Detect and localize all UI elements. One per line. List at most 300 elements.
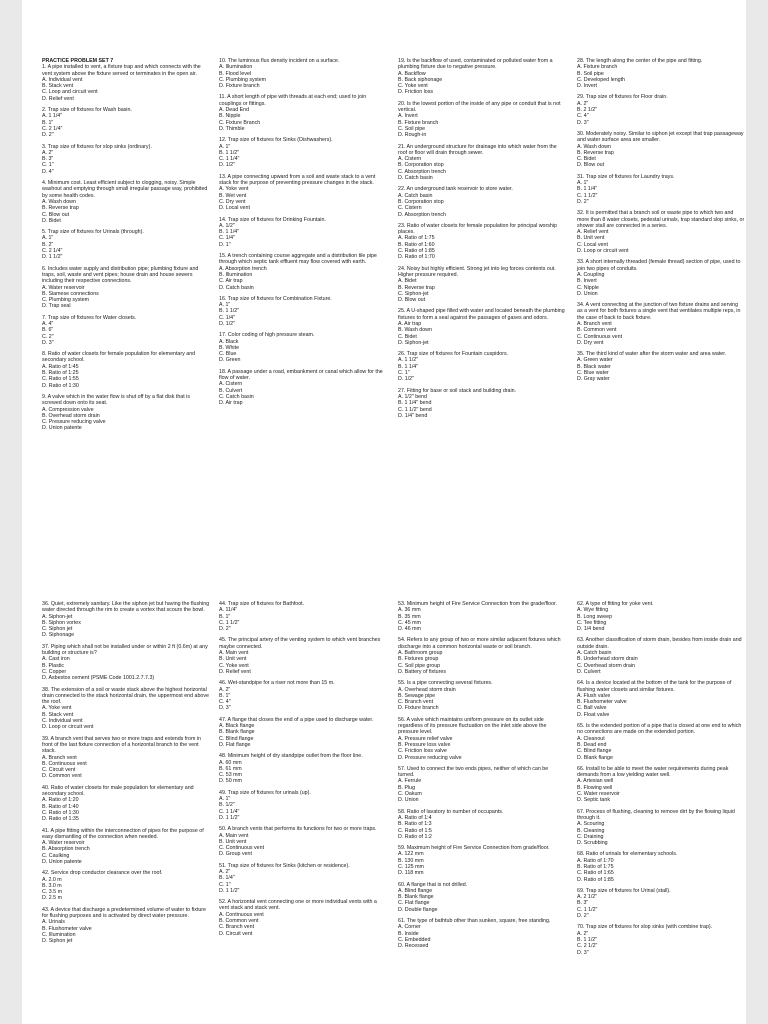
answer-option: A. Wash down xyxy=(577,143,611,150)
question-text: 69. Trap size of fixtures for Urinal (stall). xyxy=(577,887,671,894)
answer-option: D. Union xyxy=(577,290,598,297)
question-text: 66. Install to be able to meet the water requirements during peak demands from a low yielding water well. xyxy=(577,765,729,779)
question-text: 68. Ratio of urinals for elementary schools. xyxy=(577,851,678,858)
question-text: 47. A flange that closes the end of a pipe used to discharge water. xyxy=(219,716,374,723)
question-block xyxy=(398,766,566,804)
question-block xyxy=(219,717,387,748)
answer-option: A. Main vent xyxy=(219,650,249,657)
question-block xyxy=(42,266,210,310)
question-text: 29. Trap size of fixtures for Floor drain. xyxy=(577,94,668,101)
answer-option: A. 1" xyxy=(42,235,54,242)
answer-option: C. 1 1/2" xyxy=(577,192,598,199)
answer-option: C. Blue xyxy=(219,351,237,358)
answer-option: B. Corporation stop xyxy=(398,162,444,169)
question-block xyxy=(219,680,387,711)
answer-option: B. Wash down xyxy=(398,327,432,334)
question-block xyxy=(42,144,210,175)
answer-option: B. Corporation stop xyxy=(398,198,444,205)
question-block xyxy=(42,828,210,866)
answer-option: B. 1 1/4" bend xyxy=(398,400,432,407)
question-text: 26. Trap size of fixtures for Fountain cuspidors. xyxy=(398,351,509,358)
question-text: 11. A short length of pipe with threads at each end; used to join couplings or fittings. xyxy=(219,94,367,107)
answer-option: D. 2" xyxy=(219,626,231,633)
question-block xyxy=(577,174,745,205)
answer-option: D. Air trap xyxy=(219,400,243,407)
question-block xyxy=(577,924,745,955)
question-text: 9. A valve which in the water flow is shut off by a flat disk that is screwed down onto its seat. xyxy=(42,393,190,407)
question-text: 56. A valve which maintains uniform pressure on its outlet side regardless of its pressure fluctuation on the inlet side above the pressure level. xyxy=(398,716,547,736)
answer-option: C. Local vent xyxy=(577,241,608,248)
answer-option: C. Branch vent xyxy=(219,924,255,931)
answer-option: C. Siphon jet xyxy=(42,626,73,633)
answer-option: A. 1" xyxy=(577,180,589,187)
question-text: 65. Is the extended portion of a pipe that is closed at one end to which no connections are made on the extended portion. xyxy=(577,723,742,736)
question-text: 49. Trap size of fixtures for urinals (up). xyxy=(219,789,311,796)
answer-option: B. Unit vent xyxy=(577,235,605,242)
question-block xyxy=(577,851,745,882)
question-block xyxy=(577,680,745,718)
answer-option: D. Invert xyxy=(577,83,598,90)
answer-option: C. 1 1/2" xyxy=(577,906,598,913)
answer-option: C. Absorption trench xyxy=(398,168,446,175)
question-block xyxy=(42,687,210,731)
question-block xyxy=(219,217,387,248)
answer-option: A. Coupling xyxy=(577,271,605,278)
question-block xyxy=(398,266,566,304)
question-text: 5. Trap size of fixtures for Urinals (through). xyxy=(42,229,144,236)
answer-option: D. Siphon-jet xyxy=(398,339,429,346)
answer-option: C. 2" xyxy=(42,333,54,340)
answer-option: A. Compression valve xyxy=(42,406,94,413)
answer-option: B. 1 1/2" xyxy=(219,308,240,315)
question-text: 45. The principal artery of the venting system to which vent branches maybe connected. xyxy=(219,637,381,650)
question-text: 17. Color coding of high pressure steam. xyxy=(219,332,315,339)
answer-option: D. Relief vent xyxy=(42,95,74,102)
answer-option: C. Continuous vent xyxy=(219,845,265,852)
answer-option: C. Fixture Branch xyxy=(219,119,261,126)
answer-option: A. 60 mm xyxy=(219,759,242,766)
answer-option: A. Overhead storm drain xyxy=(398,686,456,693)
question-text: 50. A branch vents that performs its functions for two or more traps. xyxy=(219,826,377,833)
question-text: 48. Minimum height of dry standpipe outlet from the floor line. xyxy=(219,753,363,760)
answer-option: D. Catch basin xyxy=(219,284,254,291)
column xyxy=(42,58,210,437)
answer-option: C. Pressure reducing valve xyxy=(42,419,106,426)
answer-option: A. Yoke vent xyxy=(42,705,72,712)
question-text: 4. Minimum cost. Least efficient subject to clogging, noisy. Simple washout and emptying through small irregular passage way, prohibited by some health codes. xyxy=(42,180,208,199)
question-text: 63. Another classification of storm drain, besides from inside drain and outside drain. xyxy=(577,637,742,650)
answer-option: B. 61 mm xyxy=(219,765,242,772)
question-block xyxy=(42,785,210,823)
question-text: 70. Trap size of fixtures for slop sinks (with combine trap). xyxy=(577,924,713,931)
question-block xyxy=(42,736,210,780)
answer-option: D. Gray water xyxy=(577,376,610,383)
question-text: 2. Trap size of fixtures for Wash basin. xyxy=(42,107,132,114)
question-block xyxy=(219,296,387,327)
answer-option: D. Union patente xyxy=(42,425,82,432)
answer-option: C. Yoke vent xyxy=(398,83,428,90)
answer-option: A. Air trap xyxy=(398,320,422,327)
answer-option: A. Wye fitting xyxy=(577,607,609,614)
answer-option: C. Embedded xyxy=(398,936,431,943)
answer-option: A. Branch vent xyxy=(42,754,77,761)
question-text: 30. Moderately noisy. Similar to siphon jet except that trap passageway and water surface area are smaller. xyxy=(577,130,744,144)
answer-option: A. Cistern xyxy=(219,381,243,388)
question-text: 43. A device that discharge a predetermined volume of water to fixture for flushing purposes and is activated by direct water pressure. xyxy=(42,906,207,920)
question-block xyxy=(398,223,566,261)
answer-option: A. Catch basin xyxy=(577,650,612,657)
column xyxy=(398,58,566,424)
answer-option: B. Stack vent xyxy=(42,711,74,718)
question-text: 62. A type of fitting for yoke vent. xyxy=(577,601,654,607)
answer-option: C. Branch vent xyxy=(398,699,434,706)
answer-option: B. Reverse trap xyxy=(577,149,614,156)
question-text: 33. A short internally threaded (female thread) section of pipe, used to join two pipes of conduits. xyxy=(577,259,741,272)
question-block xyxy=(42,394,210,432)
question-block xyxy=(577,809,745,847)
answer-option: C. 1 1/2" bend xyxy=(398,406,432,413)
question-block xyxy=(398,717,566,761)
answer-option: C. Blue water xyxy=(577,370,609,377)
question-text: 40. Ratio of water closets for male population for elementary and secondary school. xyxy=(42,784,194,798)
question-block xyxy=(219,137,387,168)
answer-option: B. 1 1/4" xyxy=(219,229,240,236)
answer-option: D. Asbestos cement (PSME Code 1001.2.7.7.3) xyxy=(42,675,155,682)
question-text: 24. Noisy but highly efficient. Strong jet into leg forces contents out. Higher pressure required. xyxy=(398,265,556,278)
column xyxy=(398,601,566,955)
question-text: 46. Wet-standpipe for a riser not more than 15 m. xyxy=(219,680,335,687)
answer-option: C. 2 1/4" xyxy=(42,125,63,132)
answer-option: B. Unit vent xyxy=(219,656,247,663)
answer-option: B. Flushometer valve xyxy=(42,925,92,932)
answer-option: C. Water reservoir xyxy=(577,791,620,798)
answer-option: B. Common vent xyxy=(577,327,617,334)
answer-option: B. Ratio of 1:3 xyxy=(398,821,432,828)
answer-option: A. 1" xyxy=(219,143,231,150)
answer-option: C. 2 1/4" xyxy=(42,248,63,255)
answer-option: B. 3" xyxy=(42,156,54,163)
answer-option: A. Dead End xyxy=(219,107,250,114)
answer-option: B. 1" xyxy=(219,613,231,620)
answer-option: B. Pressure loss valve xyxy=(398,741,451,748)
answer-option: D. Catch basin xyxy=(398,175,433,182)
answer-option: D. Group vent xyxy=(219,851,252,858)
answer-option: D. 1 1/2" xyxy=(219,814,240,821)
answer-option: A. 2 1/2" xyxy=(577,894,598,901)
question-block xyxy=(398,186,566,217)
answer-option: A. Cleanout xyxy=(577,735,605,742)
question-text: 10. The luminous flux density incident on a surface. xyxy=(219,58,340,64)
answer-option: D. Ratio of 1:70 xyxy=(398,254,435,261)
column xyxy=(577,58,745,388)
question-block xyxy=(398,601,566,632)
question-block xyxy=(219,637,387,675)
answer-option: C. Flat flange xyxy=(398,900,430,907)
answer-option: B. Ratio of 1:75 xyxy=(577,863,614,870)
question-text: 39. A branch vent that serves two or more traps and extends from in front of the last fixture connection of a horizontal branch to the vent stack. xyxy=(42,735,201,755)
question-text: 27. Fitting for base or soil stack and building drain. xyxy=(398,387,517,394)
answer-option: B. 1/4" xyxy=(219,875,235,882)
question-block xyxy=(219,601,387,632)
answer-option: C. Dry vent xyxy=(219,198,246,205)
answer-option: B. Sewage pipe xyxy=(398,692,436,699)
question-block xyxy=(577,131,745,169)
answer-option: C. Tee fitting xyxy=(577,619,607,626)
answer-option: D. Bidet xyxy=(42,217,61,224)
answer-option: C. Copper xyxy=(42,668,67,675)
question-text: 60. A flange that is not drilled. xyxy=(398,881,468,888)
answer-option: D. 1 1/2" xyxy=(219,887,240,894)
answer-option: D. 1/2" xyxy=(398,376,415,383)
answer-option: A. Cistern xyxy=(398,156,422,163)
answer-option: A. 2" xyxy=(577,930,589,937)
answer-option: D. Double flange xyxy=(398,906,438,913)
question-text: 53. Minimum height of Fire Service Connection from the grade/floor. xyxy=(398,601,557,607)
question-block xyxy=(42,870,210,901)
answer-option: D. 3" xyxy=(577,949,589,956)
question-text: 52. A horizontal vent connecting one or more individual vents with a vent stack and stack vent. xyxy=(219,899,377,912)
question-text: 3. Trap size of fixtures for slop sinks (ordinary). xyxy=(42,143,152,150)
question-block xyxy=(577,601,745,632)
answer-option: D. 1 1/2" xyxy=(42,254,63,261)
answer-option: C. Blow out xyxy=(42,211,70,218)
answer-option: A. Urinals xyxy=(42,919,65,926)
answer-option: A. Corner xyxy=(398,924,421,931)
answer-option: A. Individual vent xyxy=(42,76,83,83)
answer-option: C. Circuit vent xyxy=(42,767,76,774)
answer-option: B. 1" xyxy=(219,692,231,699)
question-block xyxy=(398,809,566,840)
question-text: 31. Trap size of fixtures for Laundry trays. xyxy=(577,173,675,180)
answer-option: A. 2" xyxy=(219,868,231,875)
question-text: 20. Is the lowest portion of the inside of any pipe or conduit that is not vertical. xyxy=(398,100,561,114)
question-block xyxy=(577,259,745,297)
answer-option: C. Catch basin xyxy=(219,393,254,400)
question-text: 57. Used to connect the two ends pipes, neither of which can be turned. xyxy=(398,765,549,779)
answer-option: B. Ratio of 1:60 xyxy=(398,241,435,248)
answer-option: D. 2.5 m xyxy=(42,895,63,902)
answer-option: A. Ratio of 1:70 xyxy=(577,857,614,864)
answer-option: B. Fixture branch xyxy=(398,119,439,126)
question-text: 44. Trap size of fixtures for Bathfoot. xyxy=(219,601,305,607)
question-block xyxy=(398,144,566,182)
answer-option: C. 3.5 m xyxy=(42,889,63,896)
answer-option: A. 2" xyxy=(42,149,54,156)
answer-option: D. 3" xyxy=(219,705,231,712)
answer-option: C. Bidet xyxy=(398,333,417,340)
question-text: 18. A passage under a road, embankment or canal which allow for the flow of water. xyxy=(219,368,383,382)
answer-option: C. 1/4" xyxy=(219,314,236,321)
answer-option: B. Plug xyxy=(398,784,416,791)
question-text: 14. Trap size of fixtures for Drinking Fountain. xyxy=(219,216,326,223)
question-text: 1. A pipe installed to vent, a fixture trap and which connects with the vent system above the fixture served or terminates in the open air. xyxy=(42,64,201,77)
question-text: 19. Is the backflow of used, contaminated or polluted water from a plumbing fixture due to negative pressure. xyxy=(398,58,553,71)
answer-option: D. Rough-in xyxy=(398,132,427,139)
answer-option: B. Flowing well xyxy=(577,784,613,791)
answer-option: B. Absorption trench xyxy=(42,846,90,853)
question-block xyxy=(577,888,745,919)
question-text: 6. Includes water supply and distribution pipe; plumbing fixture and traps, soil, waste and vent pipes; house drain and house sewers including their respective connections. xyxy=(42,265,199,285)
answer-option: B. 6" xyxy=(42,327,54,334)
answer-option: B. Unit vent xyxy=(219,838,247,845)
answer-option: A. Green water xyxy=(577,357,613,364)
answer-option: C. Ratio of 1:85 xyxy=(398,248,435,255)
answer-option: A. Main vent xyxy=(219,832,249,839)
question-block xyxy=(219,332,387,363)
answer-option: B. 2" xyxy=(42,241,54,248)
answer-option: C. Oakum xyxy=(398,791,422,798)
answer-option: B. 1 1/2" xyxy=(577,936,598,943)
answer-option: C. 1/4" xyxy=(219,235,236,242)
page-2 xyxy=(0,512,768,1024)
answer-option: A. Wash down xyxy=(42,198,76,205)
answer-option: D. Thimble xyxy=(219,125,245,132)
question-block xyxy=(42,180,210,224)
answer-option: B. 130 mm xyxy=(398,857,424,864)
answer-option: B. Siphon vortex xyxy=(42,619,81,626)
column xyxy=(577,601,745,961)
answer-option: C. Overhead storm drain xyxy=(577,662,635,669)
question-text: 55. Is a pipe connecting several fixtures. xyxy=(398,680,493,687)
answer-option: C. Illumination xyxy=(42,931,76,938)
answer-option: A. Black flange xyxy=(219,723,255,730)
answer-option: A. Water reservoir xyxy=(42,284,85,291)
answer-option: C. 45 mm xyxy=(398,619,421,626)
answer-option: B. Nipple xyxy=(219,113,241,120)
answer-option: D. 50 mm xyxy=(219,778,242,785)
answer-option: C. Plumbing system xyxy=(42,297,90,304)
answer-option: D. Septic tank xyxy=(577,797,610,804)
answer-option: B. 1 1/4" xyxy=(577,186,598,193)
question-text: 41. A pipe fitting within the interconnection of pipes for the purpose of easy dismantling of the connection when needed. xyxy=(42,827,204,840)
answer-option: C. Bidet xyxy=(577,156,596,163)
answer-option: C. Individual vent xyxy=(42,718,83,725)
answer-option: A. Yoke vent xyxy=(219,186,249,193)
answer-option: B. Blank flange xyxy=(398,894,434,901)
answer-option: D. Blank flange xyxy=(577,754,613,761)
answer-option: D. Blow out xyxy=(577,162,605,169)
question-block xyxy=(219,899,387,937)
answer-option: A. Ratio of 1:75 xyxy=(398,235,435,242)
answer-option: D. Loop or circuit vent xyxy=(577,248,629,255)
answer-option: D. Friction loss xyxy=(398,89,434,96)
question-block xyxy=(219,790,387,821)
answer-option: B. 3.0 m xyxy=(42,882,62,889)
question-block xyxy=(42,229,210,260)
answer-option: C. Cistern xyxy=(398,205,422,212)
answer-option: D. Flat flange xyxy=(219,741,251,748)
answer-option: C. 4" xyxy=(577,113,589,120)
question-text: 34. A vent connecting at the junction of two fixture drains and serving as a vent for both fixtures a single vent that ventilates multiple reps, in the case of back to back fixture. xyxy=(577,302,741,321)
answer-option: C. 1" xyxy=(219,881,231,888)
answer-option: D. 1" xyxy=(219,241,231,248)
question-block xyxy=(398,845,566,876)
question-text: 21. An underground structure for drainage into which water from the roof or floor will drain through sewer. xyxy=(398,143,557,156)
answer-option: A. 1 1/4" xyxy=(42,113,63,120)
question-text: 23. Ratio of water closets for female population for principal worship places. xyxy=(398,222,557,236)
answer-option: B. Ratio of 1:25 xyxy=(42,370,79,377)
question-block xyxy=(577,637,745,675)
answer-option: A. Illumination xyxy=(219,64,253,71)
answer-option: C. 1 1/4" xyxy=(219,156,240,163)
question-text: 58. Ratio of lavatory to number of occupants. xyxy=(398,808,504,815)
question-block xyxy=(219,58,387,89)
answer-option: B. Flood level xyxy=(219,70,252,77)
answer-option: A. Ratio of 1:45 xyxy=(42,363,79,370)
answer-option: D. Union patente xyxy=(42,858,82,865)
question-text: 16. Trap size of fixtures for Combination Fixture. xyxy=(219,295,332,302)
question-block xyxy=(219,863,387,894)
answer-option: A. 11/4" xyxy=(219,607,238,614)
answer-option: D. 3" xyxy=(577,119,589,126)
answer-option: A. 36 mm xyxy=(398,607,421,614)
answer-option: A. 1/2" xyxy=(219,222,235,229)
answer-option: D. Recessed xyxy=(398,943,429,950)
answer-option: B. Common vent xyxy=(219,918,259,925)
answer-option: C. Blind flange xyxy=(219,735,254,742)
answer-option: B. 2 1/2" xyxy=(577,107,598,114)
answer-option: D. 1/2" xyxy=(219,320,236,327)
answer-option: A. 122 mm xyxy=(398,851,424,858)
answer-option: D. Ratio of 1:2 xyxy=(398,833,432,840)
answer-option: D. 118 mm xyxy=(398,870,424,877)
answer-option: D. 1/4 bend xyxy=(577,626,605,633)
question-text: 13. A pipe connecting upward from a soil and waste stack to a vent stack for the purpose of preventing pressure changes in the stack. xyxy=(219,173,376,187)
answer-option: A. Backflow xyxy=(398,70,426,77)
answer-option: B. Reverse trap xyxy=(42,205,79,212)
answer-option: A. 1 1/2" xyxy=(398,357,419,364)
answer-option: D. Common vent xyxy=(42,773,82,780)
answer-option: C. 1 1/4" xyxy=(219,808,240,815)
question-block xyxy=(42,644,210,682)
column xyxy=(42,601,210,950)
answer-option: D. Green xyxy=(219,357,241,364)
answer-option: C. Caulking xyxy=(42,852,70,859)
answer-option: C. Ratio of 1:55 xyxy=(42,376,79,383)
answer-option: D. 1/4" bend xyxy=(398,412,428,419)
answer-option: C. Ratio of 1:30 xyxy=(42,809,79,816)
answer-option: A. Catch basin xyxy=(398,192,433,199)
answer-option: C. 2 1/2" xyxy=(577,943,598,950)
answer-option: A. 2" xyxy=(577,100,589,107)
answer-option: D. Float valve xyxy=(577,711,610,718)
answer-option: D. 2" xyxy=(577,198,589,205)
answer-option: D. Relief vent xyxy=(219,668,251,675)
question-block xyxy=(219,753,387,784)
column xyxy=(219,58,387,412)
answer-option: A. Water reservoir xyxy=(42,840,85,847)
question-block xyxy=(577,766,745,804)
question-block xyxy=(577,58,745,89)
question-block xyxy=(398,918,566,949)
answer-option: C. Draining xyxy=(577,833,604,840)
answer-option: B. Siamese connections xyxy=(42,290,99,297)
answer-option: D. Trap seal xyxy=(42,303,71,310)
question-block xyxy=(577,351,745,382)
answer-option: B. Plastic xyxy=(42,662,65,669)
answer-option: C. Continuous vent xyxy=(577,333,623,340)
question-block xyxy=(219,369,387,407)
answer-option: B. Illumination xyxy=(219,271,253,278)
answer-option: A. Invert xyxy=(398,113,418,120)
question-block xyxy=(398,101,566,139)
answer-option: B. Wet vent xyxy=(219,192,247,199)
answer-option: D. 3" xyxy=(42,339,54,346)
question-block xyxy=(219,253,387,291)
answer-option: D. Ratio of 1:35 xyxy=(42,816,79,823)
answer-option: B. Soil pipe xyxy=(577,70,604,77)
answer-option: C. 1" xyxy=(398,370,410,377)
